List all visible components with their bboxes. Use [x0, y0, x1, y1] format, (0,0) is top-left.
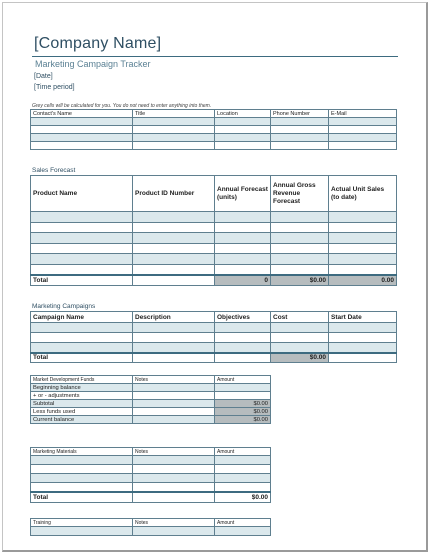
instruction-note: Grey cells will be calculated for you. You do not need to enter anything into them. [32, 103, 212, 109]
table-row[interactable] [31, 222, 397, 233]
total-row [31, 492, 271, 503]
section-title-sales-forecast: Sales Forecast [32, 167, 76, 174]
training-header-training: Training [31, 519, 133, 527]
mc-header-description: Description [133, 312, 215, 323]
mm-header-materials: Marketing Materials [31, 448, 133, 456]
mdf-current-balance: $0.00 [215, 416, 271, 424]
mdf-subtotal: $0.00 [215, 400, 271, 408]
mdf-header-funds: Market Development Funds [31, 376, 133, 384]
mm-total-label: Total [31, 492, 133, 503]
total-row [31, 353, 397, 363]
mc-total-label: Total [31, 353, 133, 363]
table-row[interactable] [31, 384, 271, 392]
mc-header-campaign-name: Campaign Name [31, 312, 133, 323]
sf-total-actual: 0.00 [329, 275, 397, 286]
contacts-header-phone: Phone Number [271, 110, 329, 118]
mm-total-amount: $0.00 [215, 492, 271, 503]
mdf-header-notes: Notes [133, 376, 215, 384]
marketing-materials-table [30, 447, 271, 503]
table-row[interactable] [31, 474, 271, 483]
mdf-row-label: Subtotal [31, 400, 133, 408]
contacts-header-title: Title [133, 110, 215, 118]
mm-header-notes: Notes [133, 448, 215, 456]
mdf-table [30, 375, 271, 424]
sf-header-annual-revenue: Annual Gross Revenue Forecast [271, 176, 329, 212]
time-period-field[interactable]: [Time period] [34, 84, 75, 91]
table-row[interactable] [31, 343, 397, 353]
table-row[interactable] [31, 527, 271, 536]
mdf-row-label: Less funds used [31, 408, 133, 416]
date-field[interactable]: [Date] [34, 73, 53, 80]
contacts-header-name: Contact's Name [31, 110, 133, 118]
table-row[interactable] [31, 243, 397, 254]
company-name[interactable]: [Company Name] [34, 35, 162, 52]
table-row[interactable] [31, 233, 397, 244]
mc-header-objectives: Objectives [215, 312, 271, 323]
table-row[interactable] [31, 212, 397, 223]
spreadsheet-page [2, 2, 428, 552]
sf-header-product-id: Product ID Number [133, 176, 215, 212]
table-row[interactable] [31, 333, 397, 343]
mdf-funds-used: $0.00 [215, 408, 271, 416]
mdf-header-amount: Amount [215, 376, 271, 384]
sf-total-revenue: $0.00 [271, 275, 329, 286]
contacts-header-email: E-Mail [329, 110, 397, 118]
mm-header-amount: Amount [215, 448, 271, 456]
table-row[interactable] [31, 134, 397, 142]
sf-total-label: Total [31, 275, 133, 286]
table-row[interactable] [31, 323, 397, 333]
mdf-row-label: Current balance [31, 416, 133, 424]
sf-total-units: 0 [215, 275, 271, 286]
training-table [30, 518, 271, 536]
mc-header-cost: Cost [271, 312, 329, 323]
mdf-row-label: + or - adjustments [31, 392, 133, 400]
page-title: Marketing Campaign Tracker [35, 59, 151, 69]
mc-header-start-date: Start Date [329, 312, 397, 323]
sf-header-actual-sales: Actual Unit Sales (to date) [329, 176, 397, 212]
training-header-notes: Notes [133, 519, 215, 527]
campaigns-table [30, 311, 397, 363]
contacts-header-location: Location [215, 110, 271, 118]
contacts-table [30, 109, 397, 150]
table-row[interactable] [31, 126, 397, 134]
sf-header-annual-forecast: Annual Forecast (units) [215, 176, 271, 212]
sf-header-product-name: Product Name [31, 176, 133, 212]
mdf-row-label: Beginning balance [31, 384, 133, 392]
sales-forecast-table [30, 175, 397, 286]
table-row [31, 416, 271, 424]
mc-total-cost: $0.00 [271, 353, 329, 363]
table-row[interactable] [31, 118, 397, 126]
title-divider [32, 56, 398, 57]
table-row[interactable] [31, 142, 397, 150]
section-title-campaigns: Marketing Campaigns [32, 303, 96, 310]
table-row[interactable] [31, 456, 271, 465]
table-row[interactable] [31, 264, 397, 275]
table-row [31, 408, 271, 416]
total-row [31, 275, 397, 286]
table-row[interactable] [31, 254, 397, 265]
table-row[interactable] [31, 392, 271, 400]
training-header-amount: Amount [215, 519, 271, 527]
table-row[interactable] [31, 483, 271, 492]
table-row [31, 400, 271, 408]
table-row[interactable] [31, 465, 271, 474]
